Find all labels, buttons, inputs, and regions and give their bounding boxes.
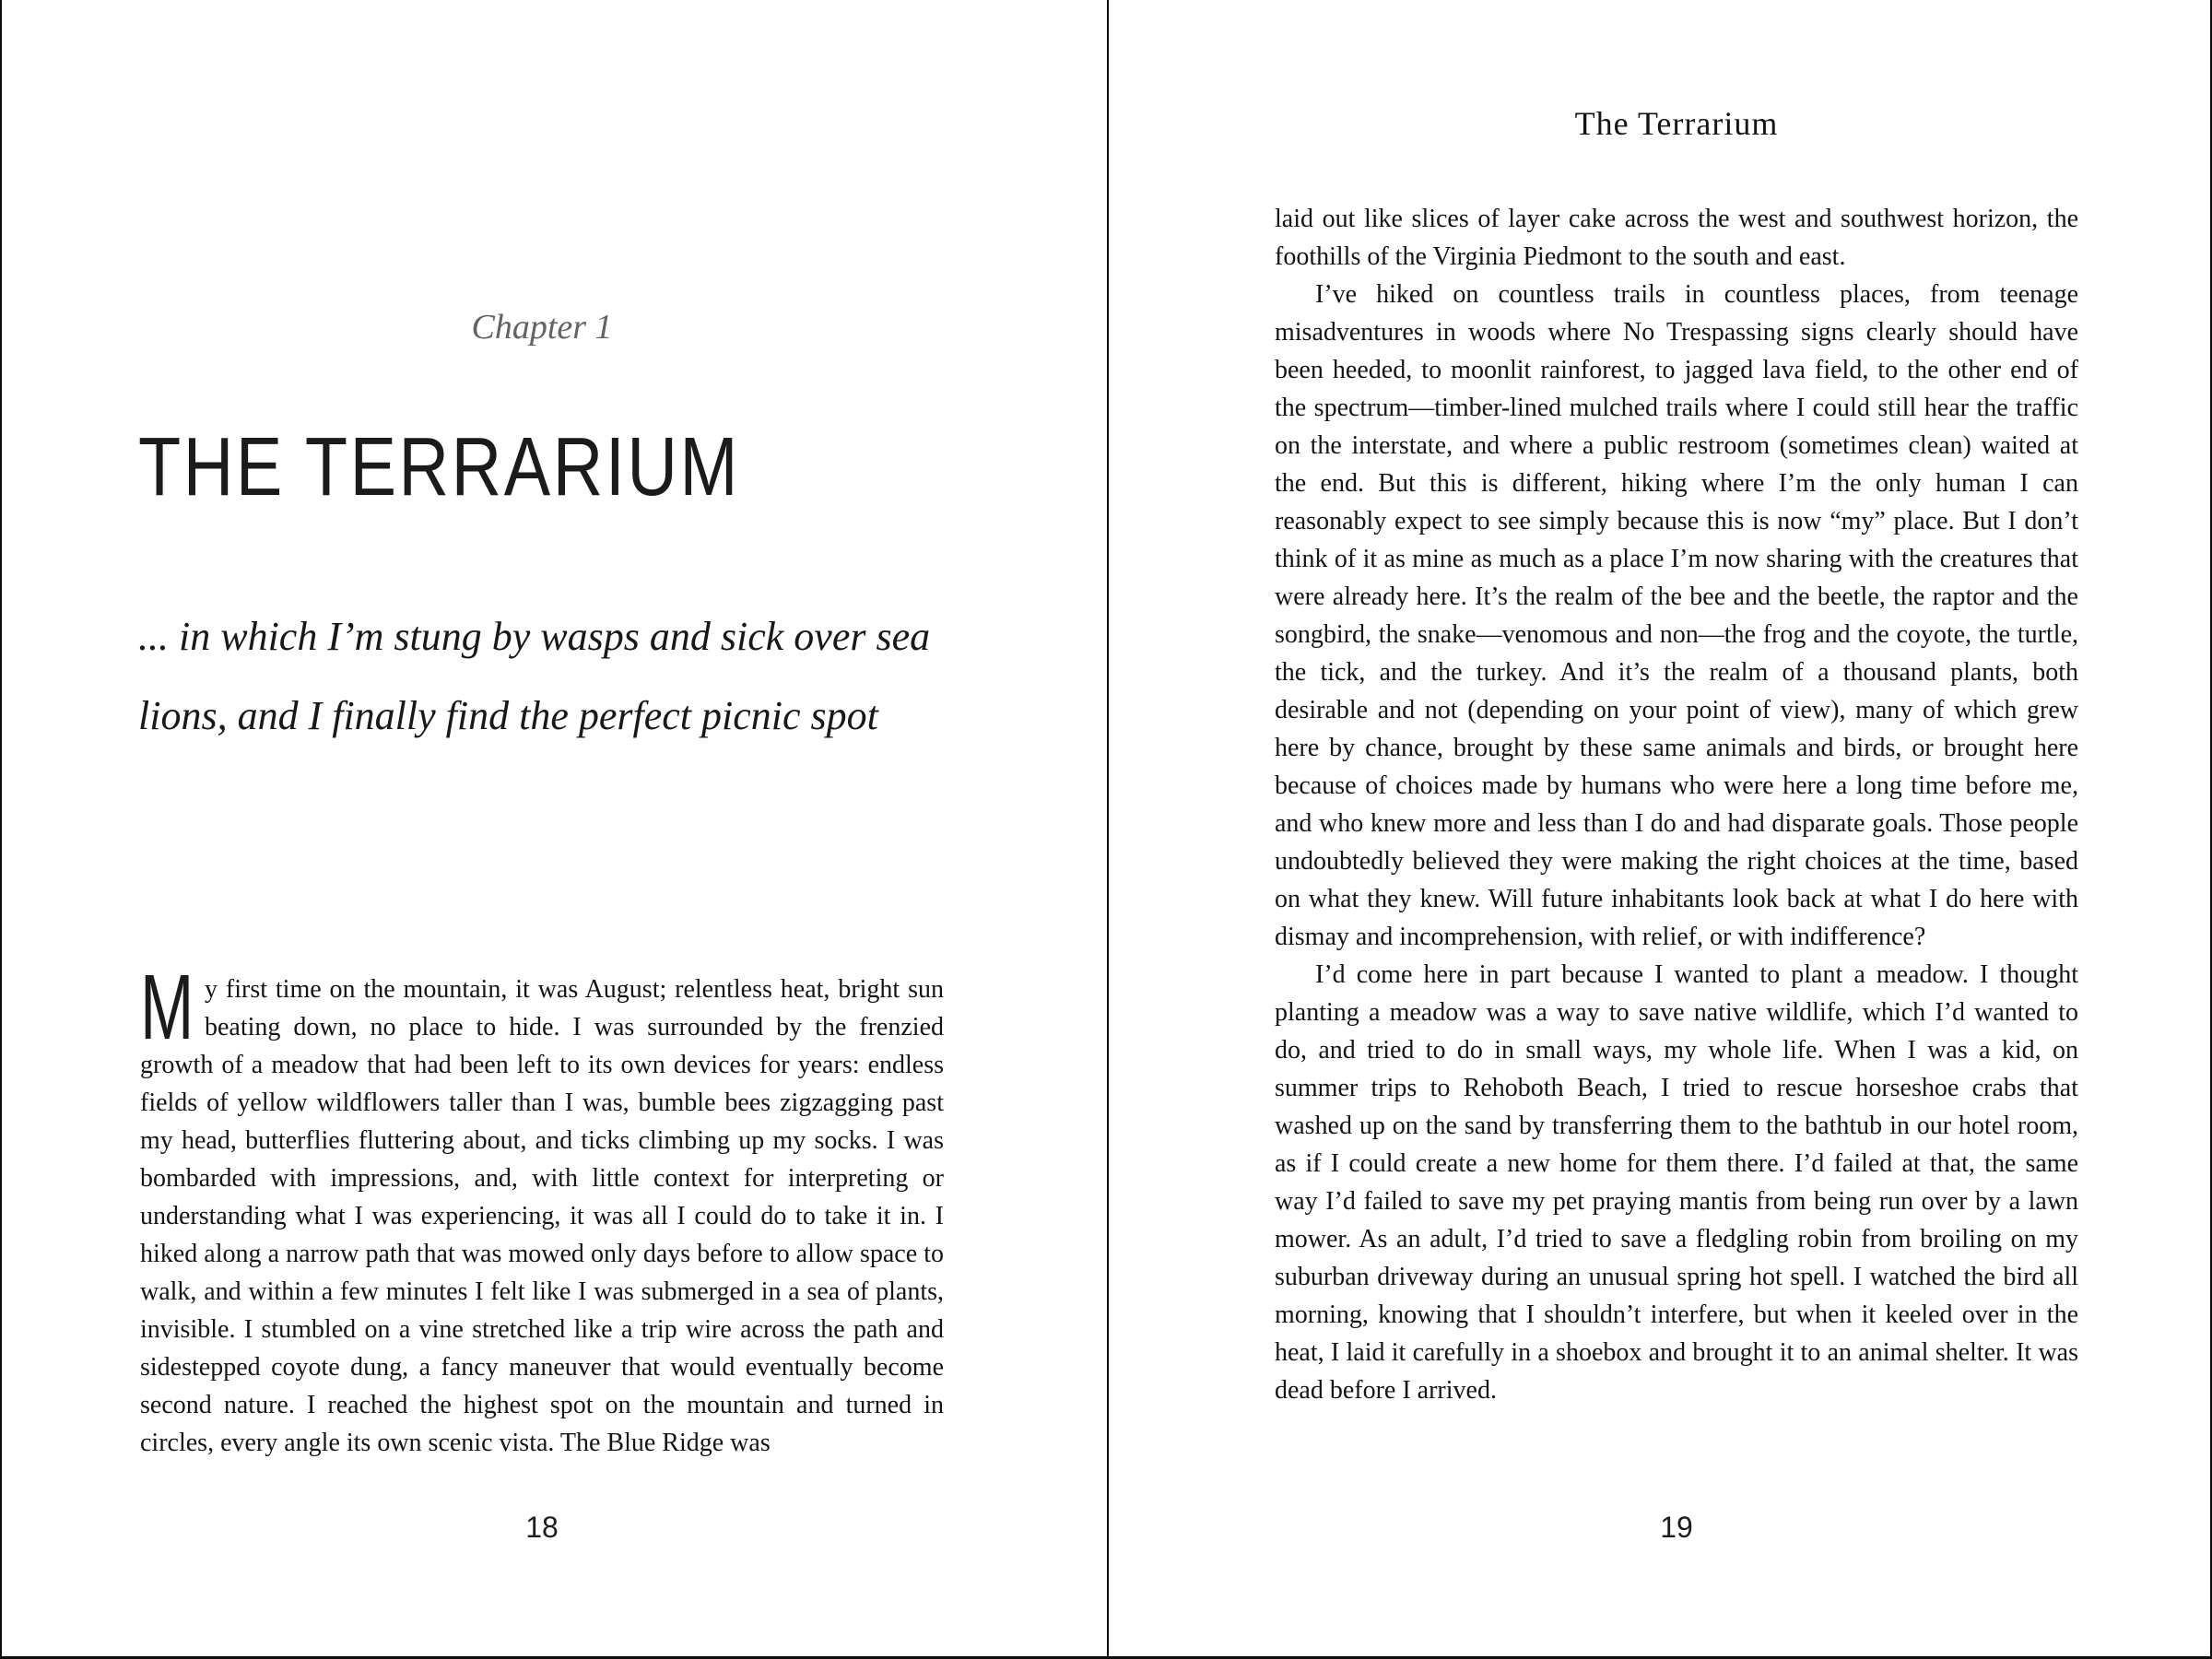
left-page: [2, 0, 1107, 1659]
chapter-subtitle: ... in which I’m stung by wasps and sick over sea lions, and I finally find the perfect picnic spot: [138, 614, 931, 738]
body-paragraph: laid out like slices of layer cake across the west and southwest horizon, the foothills of the Virginia Piedmont to the south and east.: [1275, 205, 2078, 271]
chapter-label: Chapter 1: [471, 308, 613, 347]
left-page-number: 18: [525, 1511, 559, 1544]
chapter-title: [138, 421, 1060, 513]
body-paragraph: I’ve hiked on countless trails in countless places, from teenage misadventures in woods where No Trespassing signs clearly should have been heeded, to moonlit rainforest, to jagged lava field, to the other end of the spectrum—timber-lined mulched trails where I could still hear the traffic on the interstate, and where a public restroom (sometimes clean) waited at the end. But this is different, hiking where I’m the only human I can reasonably expect to see simply because this is now “my” place. But I don’t think of it as mine as much as a place I’m now sharing with the creatures that were already here. It’s the realm of the bee and the beetle, the raptor and the songbird, the snake—venomous and non—the frog and the coyote, the turtle, the tick, and the turkey. And it’s the realm of a thousand plants, both desirable and not (depending on your point of view), many of which grew here by chance, brought by these same animals and birds, or brought here because of choices made by humans who were here a long time before me, and who knew more and less than I do and had disparate goals. Those people undoubtedly believed they were making the right choices at the time, based on what they knew. Will future inhabitants look back at what I do here with dismay and incomprehension, with relief, or with indifference?: [1275, 280, 2078, 951]
body-paragraph: I’d come here in part because I wanted to plant a meadow. I thought planting a meadow was a way to save native wildlife, which I’d wanted to do, and tried to do in small ways, my whole life. When I was a kid, on summer trips to Rehoboth Beach, I tried to rescue horseshoe crabs that washed up on the sand by transferring them to the bathtub in our hotel room, as if I could create a new home for them there. I’d failed at that, the same way I’d failed to save my pet praying mantis from being run over by a lawn mower. As an adult, I’d tried to save a fledgling robin from broiling on my suburban driveway during an unusual spring hot spell. I watched the bird all morning, knowing that I shouldn’t interfere, but when it keeled over in the heat, I laid it carefully in a shoebox and brought it to an animal shelter. It was dead before I arrived.: [1275, 960, 2078, 1405]
chapter-title-text: THE TERRARIUM: [138, 421, 740, 513]
running-head: The Terrarium: [1574, 105, 1779, 142]
left-body-paragraph: y first time on the mountain, it was August; relentless heat, bright sun beating down, no place to hide. I was surrounded by the frenzied growth of a meadow that had been left to its own devices for years: endless fields of yellow wildflowers taller than I was, bumble bees zigzagging past my head, butterflies fluttering about, and ticks climbing up my socks. I was bombarded with impressions, and, with little context for interpreting or understanding what I was experiencing, it was all I could do to take it in. I hiked along a narrow path that was mowed only days before to allow space to walk, and within a few minutes I felt like I was submerged in a sea of plants, invisible. I stumbled on a vine stretched like a trip wire across the path and sidestepped coyote dung, a fancy maneuver that would eventually become second nature. I reached the highest spot on the mountain and turned in circles, every angle its own scenic vista. The Blue Ridge was: [140, 975, 944, 1457]
right-page: [1109, 0, 2212, 1659]
right-page-number: 19: [1660, 1511, 1693, 1544]
left-body-text: [140, 956, 944, 1462]
right-body-text: [1275, 200, 2078, 1409]
drop-cap: M: [140, 956, 194, 1059]
